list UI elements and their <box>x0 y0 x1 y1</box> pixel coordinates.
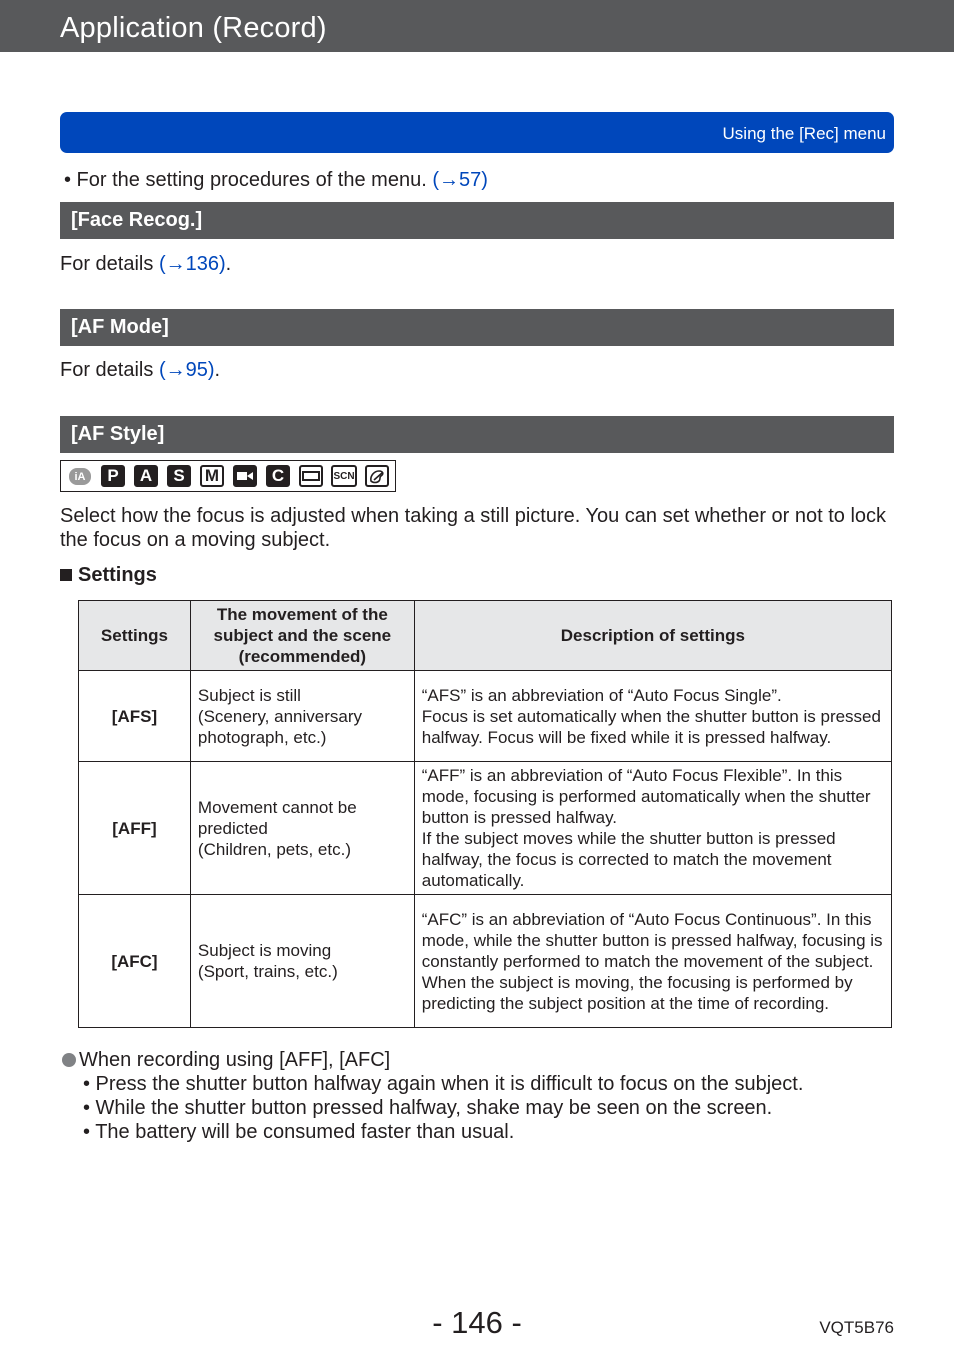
section-face-recog <box>60 202 894 239</box>
details-link[interactable]: (→136) <box>158 253 226 275</box>
face-recog-details <box>60 252 231 276</box>
note-item: • Press the shutter button halfway again when it is difficult to focus on the subject. <box>83 1073 804 1095</box>
program-mode-icon: P <box>101 465 125 487</box>
note-item: • The battery will be consumed faster than usual. <box>83 1121 515 1143</box>
setting-name: [AFS] <box>79 671 191 762</box>
notes-heading-text: When recording using [AFF], [AFC] <box>79 1049 391 1071</box>
shutter-mode-icon: S <box>167 465 191 487</box>
manual-mode-icon: M <box>200 465 224 487</box>
square-bullet-icon <box>60 569 72 581</box>
document-code: VQT5B76 <box>819 1318 894 1337</box>
header-bar <box>0 0 954 52</box>
column-header-description: Description of settings <box>414 601 891 671</box>
af-mode-details <box>60 358 220 382</box>
intro-link[interactable]: (→57) <box>432 169 488 191</box>
table-row <box>79 762 892 895</box>
setting-description: “AFC” is an abbreviation of “Auto Focus Continuous”. In this mode, while the shutter button is pressed halfway, focusing is constantly performed to match the movement of the subject. When the subject is moving, the focusing is performed by predicting the subject position at the time of recording. <box>414 895 891 1028</box>
setting-movement: Subject is moving (Sport, trains, etc.) <box>190 895 414 1028</box>
setting-movement: Subject is still (Scenery, anniversary photograph, etc.) <box>190 671 414 762</box>
settings-heading-text: Settings <box>78 564 157 586</box>
intelligent-auto-mode-icon: iA <box>69 468 91 485</box>
page-header-title: Application (Record) <box>60 12 327 44</box>
panorama-mode-icon <box>299 465 323 487</box>
table-row <box>79 671 892 762</box>
section-af-style <box>60 416 894 453</box>
details-text: For details <box>60 359 159 381</box>
scene-mode-icon: SCN <box>331 465 357 487</box>
setting-description: “AFF” is an abbreviation of “Auto Focus Flexible”. In this mode, focusing is performed automatically when the shutter button is pressed halfway. If the subject moves while the shutter button is pressed halfway, the focus is corrected to match the movement automatically. <box>414 762 891 895</box>
aperture-mode-icon: A <box>134 465 158 487</box>
af-style-settings-table <box>78 600 892 1028</box>
section-title: [Face Recog.] <box>71 209 203 231</box>
intro-text: • For the setting procedures of the menu. <box>64 169 433 191</box>
page-number: - 146 - <box>432 1305 522 1340</box>
details-end: . <box>214 359 221 381</box>
section-af-mode <box>60 309 894 346</box>
table-row <box>79 895 892 1028</box>
column-header-movement: The movement of the subject and the scene (recommended) <box>190 601 414 671</box>
setting-movement: Movement cannot be predicted (Children, pets, etc.) <box>190 762 414 895</box>
settings-heading <box>60 563 157 587</box>
details-end: . <box>225 253 232 275</box>
section-title: [AF Style] <box>71 423 165 445</box>
af-style-description: Select how the focus is adjusted when taking a still picture. You can set whether or not to lock the focus on a moving subject. <box>60 505 887 551</box>
details-text: For details <box>60 253 159 275</box>
movie-manual-mode-icon <box>233 465 257 487</box>
menu-banner-label: Using the [Rec] menu <box>722 124 886 143</box>
custom-mode-icon: C <box>266 465 290 487</box>
section-title: [AF Mode] <box>71 316 169 338</box>
intro-line <box>64 168 488 192</box>
column-header-settings: Settings <box>79 601 191 671</box>
creative-control-mode-icon <box>365 465 389 487</box>
table-header-row <box>79 601 892 671</box>
palette-icon <box>368 468 386 484</box>
mode-icons-strip <box>60 460 396 492</box>
panorama-icon <box>302 470 320 482</box>
setting-name: [AFC] <box>79 895 191 1028</box>
notes-heading <box>62 1048 390 1072</box>
circle-bullet-icon <box>62 1053 76 1067</box>
menu-banner <box>60 112 894 153</box>
movie-camera-icon <box>236 469 254 483</box>
details-link[interactable]: (→95) <box>158 359 215 381</box>
note-item: • While the shutter button pressed halfway, shake may be seen on the screen. <box>83 1097 773 1119</box>
setting-name: [AFF] <box>79 762 191 895</box>
setting-description: “AFS” is an abbreviation of “Auto Focus Single”. Focus is set automatically when the shutter button is pressed halfway. Focus will be fixed while it is pressed halfway. <box>414 671 891 762</box>
